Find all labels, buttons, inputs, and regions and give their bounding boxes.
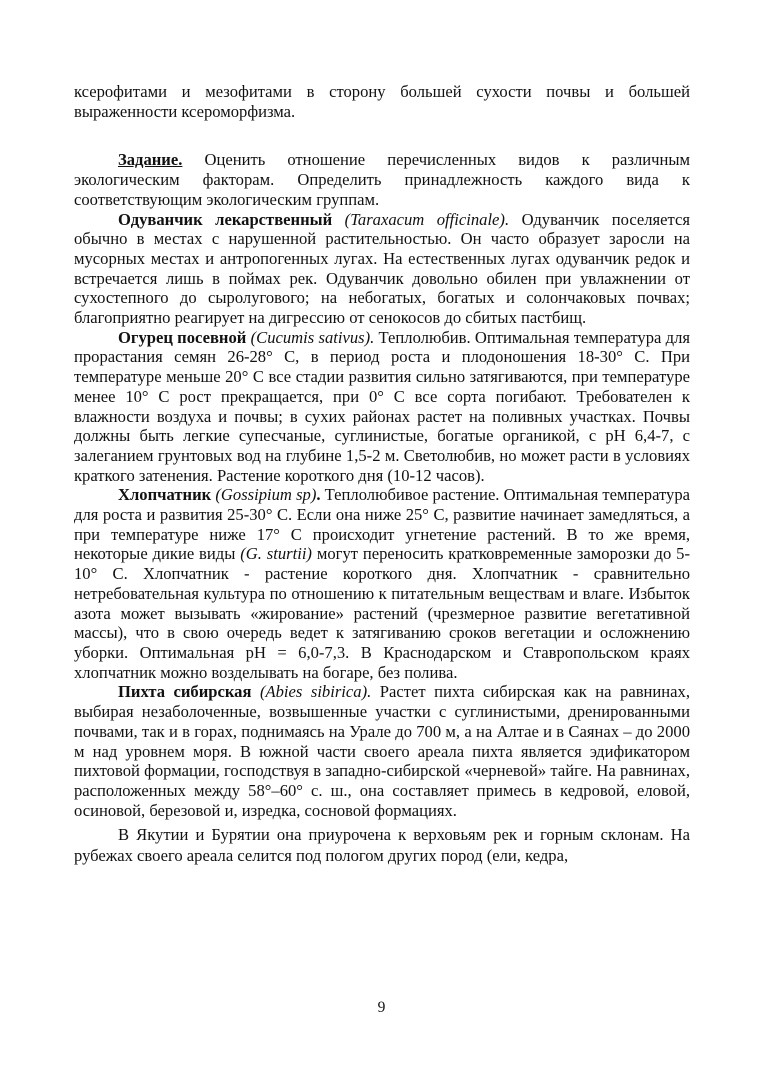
species-latin-name: (Abies sibirica). — [259, 682, 372, 702]
species-name: Хлопчатник — [118, 485, 212, 505]
paragraph-gap — [74, 121, 690, 150]
species-description: Одуванчик поселяется обычно в местах с нарушенной растительностью. Он часто образует заросли на мусорных местах и антропогенных лугах. На естественных лугах одуванчик редок и встречается лишь в поймах рек. Одуванчик довольно обилен при увлажнении от сухостепного до сыролугового; на небогатых, богатых и солончаковых почвах; благоприятно реагирует на дигрессию от сенокосов до сбитых пастбищ. — [74, 209, 690, 328]
intro-paragraph — [74, 82, 690, 121]
species-description-part-1: Теплолюбивое растение. Оптимальная температура для роста и развития 25-30° С. Если она ниже 25° С, развитие начинает замедляться, а при температуре ниже 17° С происходит угнетение растений. В то же время, некоторые дикие виды — [74, 485, 690, 564]
species-description: Растет пихта сибирская как на равнинах, выбирая незаболоченные, возвышенные участки с суглинистыми, дренированными почвами, так и в горах, поднимаясь на Урале до 700 м, а на Алтае и в Саянах – до 2000 м над уровнем моря. В южной части своего ареала пихта является эдификатором пихтовой формации, господствуя в западно-сибирской «черневой» тайге. На равнинах, расположенных между 58°–60° с. ш., она составляет примесь в кедровой, еловой, осиновой, березовой и, изредка, сосновой формациях. — [74, 682, 690, 820]
species-paragraph-dandelion — [74, 210, 690, 328]
species-latin-name: (Taraxacum officinale). — [344, 209, 510, 229]
species-paragraph-cotton — [74, 485, 690, 682]
species-latin-name: (Cucumis sativus). — [250, 327, 375, 347]
page-number: 9 — [377, 999, 386, 1016]
species-name: Пихта сибирская — [118, 682, 252, 702]
species-latin-name: (Gossipium sp) — [215, 485, 317, 505]
species-name: Огурец посевной — [118, 327, 247, 347]
species-name-dot: . — [316, 485, 321, 505]
species-paragraph-cucumber — [74, 328, 690, 486]
document-body — [74, 82, 690, 866]
continuation-text: В Якутии и Бурятии она приурочена к верховьям рек и горным склонам. На рубежах своего ареала селится под пологом других пород (ели, кедра, — [74, 825, 690, 866]
species-paragraph-fir — [74, 682, 690, 820]
species-description: Теплолюбив. Оптимальная температура для прорастания семян 26-28° С, в период роста и плодоношения 18-30° С. При температуре меньше 20° С все стадии развития сильно затягиваются, при температуре менее 10° С рост прекращается, при 0° С все сорта погибают. Требователен к влажности воздуха и почвы; в сухих районах растет на поливных участках. Почвы должны быть легкие супесчаные, суглинистые, богатые органикой, с рН 6,4-7, с залеганием грунтовых вод на глубине 1,5-2 м. Светолюбив, но может расти в условиях краткого затенения. Растение короткого дня (10-12 часов). — [74, 327, 691, 485]
task-text: Оценить отношение перечисленных видов к различным экологическим факторам. Определить принадлежность каждого вида к соответствующим экологическим группам. — [74, 150, 690, 209]
intro-text: ксерофитами и мезофитами в сторону большей сухости почвы и большей выраженности ксероморфизма. — [74, 82, 690, 121]
continuation-paragraph — [74, 824, 690, 866]
species-latin-inline: (G. sturtii) — [240, 544, 312, 564]
species-name: Одуванчик лекарственный — [118, 209, 333, 229]
task-label: Задание. — [118, 150, 183, 170]
species-description-part-2: могут переносить кратковременные заморозки до 5-10° С. Хлопчатник - растение короткого дня. Хлопчатник - сравнительно нетребовательная культура по отношению к питательным веществам и влаге. Избыток азота может вызывать «жирование» растений (чрезмерное развитие вегетативной массы), что в свою очередь ведет к затягиванию сроков вегетации и осложнению уборки. Оптимальная рН = 6,0-7,3. В Краснодарском и Ставропольском краях хлопчатник можно возделывать на богаре, без полива. — [74, 544, 690, 682]
task-paragraph — [74, 150, 690, 209]
